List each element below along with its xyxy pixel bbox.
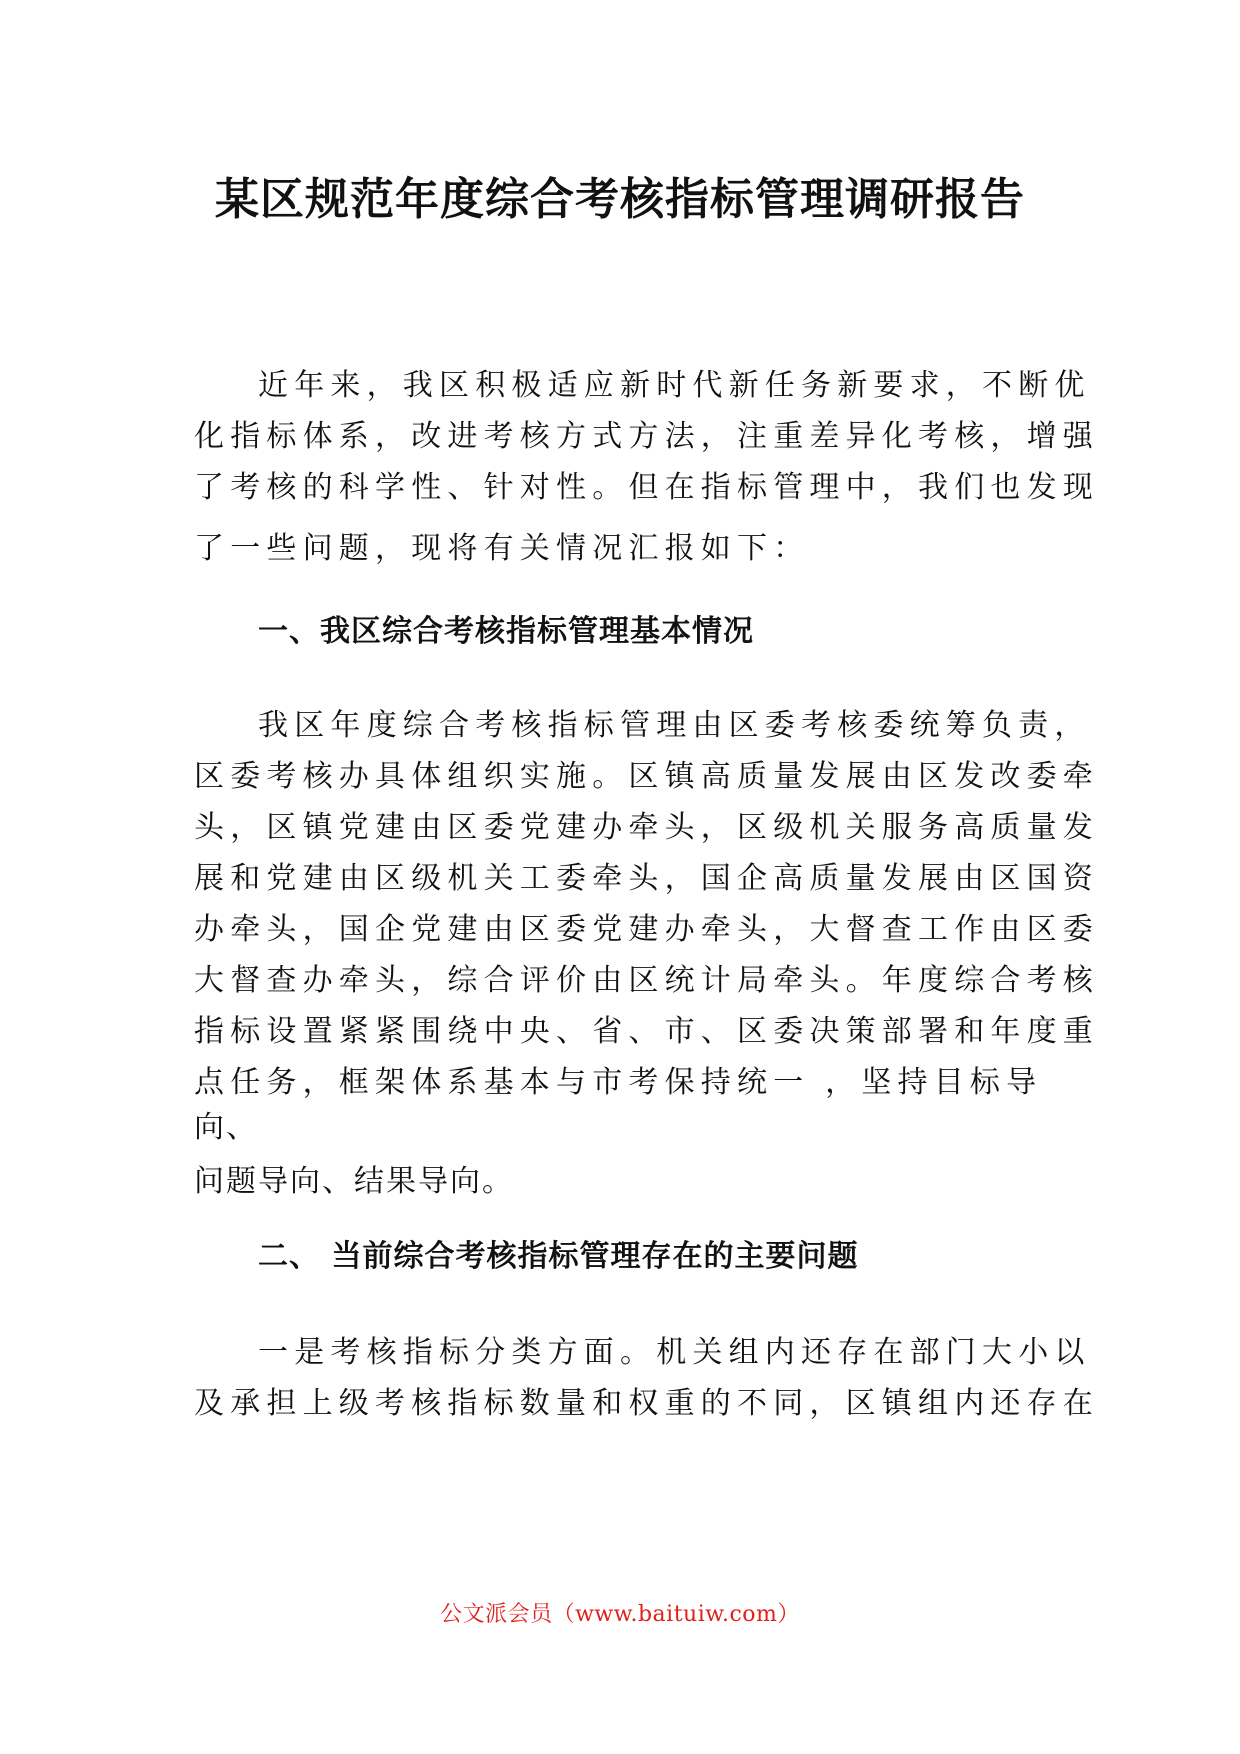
- intro-paragraph: [194, 360, 1099, 574]
- footer-watermark: 公文派会员（www.baituiw.com）: [440, 1602, 800, 1627]
- section-heading-1: 一、我区综合考核指标管理基本情况: [258, 614, 754, 649]
- paragraph-line: 大督查办牵头，综合评价由区统计局牵头。年度综合考核: [194, 963, 1099, 998]
- paragraph-line: 了一些问题，现将有关情况汇报如下：: [194, 531, 810, 566]
- paragraph-line: 一是考核指标分类方面。机关组内还存在部门大小以: [258, 1335, 1091, 1370]
- paragraph-line: 问题导向、结果导向。: [194, 1164, 514, 1199]
- document-title: 某区规范年度综合考核指标管理调研报告: [215, 174, 1025, 225]
- section-heading-2: 二、 当前综合考核指标管理存在的主要问题: [258, 1239, 859, 1274]
- paragraph-line: 了考核的科学性、针对性。但在指标管理中，我们也发现: [194, 470, 1099, 505]
- paragraph-line: 指标设置紧紧围绕中央、省、市、区委决策部署和年度重: [194, 1014, 1099, 1049]
- paragraph-line: 向、: [194, 1110, 258, 1145]
- paragraph-line: 头，区镇党建由区委党建办牵头，区级机关服务高质量发: [194, 810, 1099, 845]
- paragraph-line: 点任务，框架体系基本与市考保持统一 ，坚持目标导: [194, 1065, 1043, 1100]
- section-2-paragraph: [194, 1327, 1099, 1429]
- paragraph-line: 区委考核办具体组织实施。区镇高质量发展由区发改委牵: [194, 759, 1099, 794]
- paragraph-line: 及承担上级考核指标数量和权重的不同，区镇组内还存在: [194, 1386, 1099, 1421]
- section-1-paragraph: [194, 700, 1099, 1202]
- paragraph-line: 化指标体系，改进考核方式方法，注重差异化考核，增强: [194, 419, 1099, 454]
- paragraph-line: 办牵头，国企党建由区委党建办牵头，大督查工作由区委: [194, 912, 1099, 947]
- paragraph-line: 展和党建由区级机关工委牵头，国企高质量发展由区国资: [194, 861, 1099, 896]
- paragraph-line: 近年来，我区积极适应新时代新任务新要求，不断优: [258, 368, 1091, 403]
- paragraph-line: 我区年度综合考核指标管理由区委考核委统筹负责，: [258, 708, 1091, 743]
